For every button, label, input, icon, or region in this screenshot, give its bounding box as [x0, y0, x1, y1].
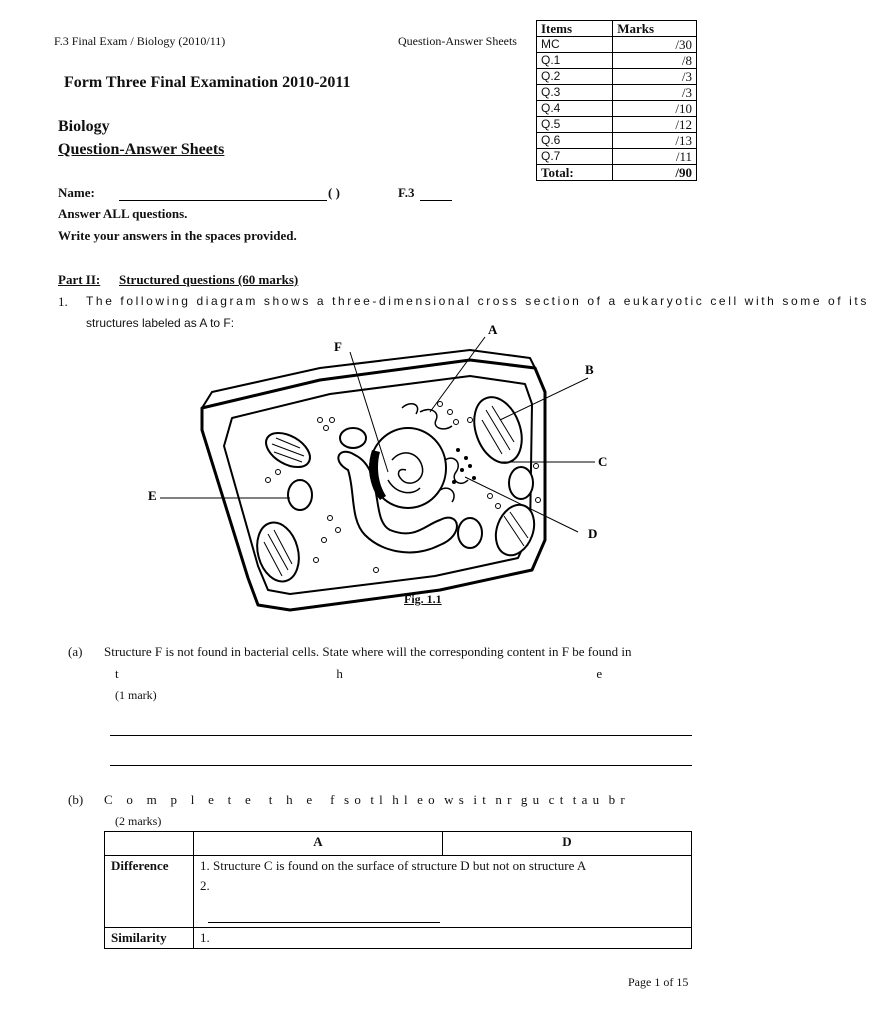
marks-row	[537, 69, 697, 85]
marks-row	[537, 53, 697, 69]
q1-number: 1.	[58, 294, 68, 309]
cmp-row-similarity-label: Similarity	[105, 928, 194, 949]
page-number: Page 1 of 15	[628, 975, 689, 989]
class-label: F.3	[398, 185, 415, 200]
class-number-paren: ( )	[328, 185, 340, 200]
marks-row	[537, 117, 697, 133]
marks-value: /10	[613, 101, 697, 117]
marks-row	[537, 85, 697, 101]
marks-total-value: /90	[613, 165, 697, 181]
q1-text-line2: structures labeled as A to F:	[86, 316, 235, 330]
marks-item: Q.7	[537, 149, 613, 165]
name-answer-line[interactable]	[119, 200, 327, 201]
cmp-row-difference-cell[interactable]	[194, 856, 692, 928]
cmp-header-d: D	[443, 832, 692, 856]
figure-caption: Fig. 1.1	[404, 592, 442, 606]
cmp-table-corner	[105, 832, 194, 856]
marks-value: /12	[613, 117, 697, 133]
marks-table-header-marks: Marks	[613, 21, 697, 37]
qa-text-line2: t h e	[115, 666, 603, 681]
label-b: B	[585, 362, 594, 377]
difference-line-2: 2.	[200, 878, 210, 893]
similarity-line-1: 1.	[200, 930, 210, 945]
qa-marks: (1 mark)	[115, 688, 157, 702]
marks-item: MC	[537, 37, 613, 53]
comparison-table	[104, 831, 692, 949]
qa-answer-line-1[interactable]	[110, 735, 692, 736]
marks-row	[537, 101, 697, 117]
marks-value: /13	[613, 133, 697, 149]
label-d: D	[588, 526, 598, 541]
marks-item: Q.3	[537, 85, 613, 101]
marks-item: Q.4	[537, 101, 613, 117]
label-e: E	[148, 488, 157, 503]
marks-item: Q.5	[537, 117, 613, 133]
class-answer-line[interactable]	[420, 200, 452, 201]
q1-text-line1: The following diagram shows a three-dimensional cross section of a eukaryotic cell with some of its	[86, 294, 869, 308]
difference-line-1: 1. Structure C is found on the surface of structure D but not on structure A	[200, 858, 587, 873]
qb-text: C o m p l e t e t h e f s o t l h l e o w s i t n r g u c t t a u b r	[104, 792, 626, 807]
cmp-row-difference-label: Difference	[105, 856, 194, 928]
qb-marks: (2 marks)	[115, 814, 162, 828]
marks-value: /3	[613, 85, 697, 101]
label-f: F	[334, 339, 342, 354]
label-c: C	[598, 454, 608, 469]
part-label: Part II:	[58, 272, 101, 287]
marks-item: Q.6	[537, 133, 613, 149]
instruction-2: Write your answers in the spaces provided.	[58, 228, 297, 243]
marks-table-body	[537, 37, 697, 165]
label-a: A	[488, 322, 498, 337]
marks-item: Q.1	[537, 53, 613, 69]
marks-value: /11	[613, 149, 697, 165]
cell-diagram	[140, 320, 620, 620]
instruction-1: Answer ALL questions.	[58, 206, 188, 221]
nucleus	[369, 428, 446, 508]
qa-text: Structure F is not found in bacterial cells. State where will the corresponding content in F be found in	[104, 644, 632, 659]
cmp-header-a: A	[194, 832, 443, 856]
qa-answer-line-2[interactable]	[110, 765, 692, 766]
header-right: Question-Answer Sheets	[398, 34, 517, 48]
marks-value: /8	[613, 53, 697, 69]
marks-value: /3	[613, 69, 697, 85]
marks-table	[536, 20, 697, 181]
marks-row	[537, 133, 697, 149]
marks-row	[537, 37, 697, 53]
qa-label: (a)	[68, 644, 83, 659]
cmp-row-similarity-cell[interactable]	[194, 928, 692, 949]
subject-title: Biology	[58, 118, 110, 135]
marks-value: /30	[613, 37, 697, 53]
marks-total-label: Total:	[537, 165, 613, 181]
marks-row	[537, 149, 697, 165]
exam-title: Form Three Final Examination 2010-2011	[64, 74, 351, 91]
difference-answer-line[interactable]	[208, 922, 440, 923]
qb-label: (b)	[68, 792, 84, 807]
header-left: F.3 Final Exam / Biology (2010/11)	[54, 34, 226, 48]
part-title: Structured questions (60 marks)	[119, 272, 299, 287]
name-label: Name:	[58, 185, 95, 200]
marks-item: Q.2	[537, 69, 613, 85]
marks-table-header-items: Items	[537, 21, 613, 37]
sheet-title: Question-Answer Sheets	[58, 141, 225, 158]
